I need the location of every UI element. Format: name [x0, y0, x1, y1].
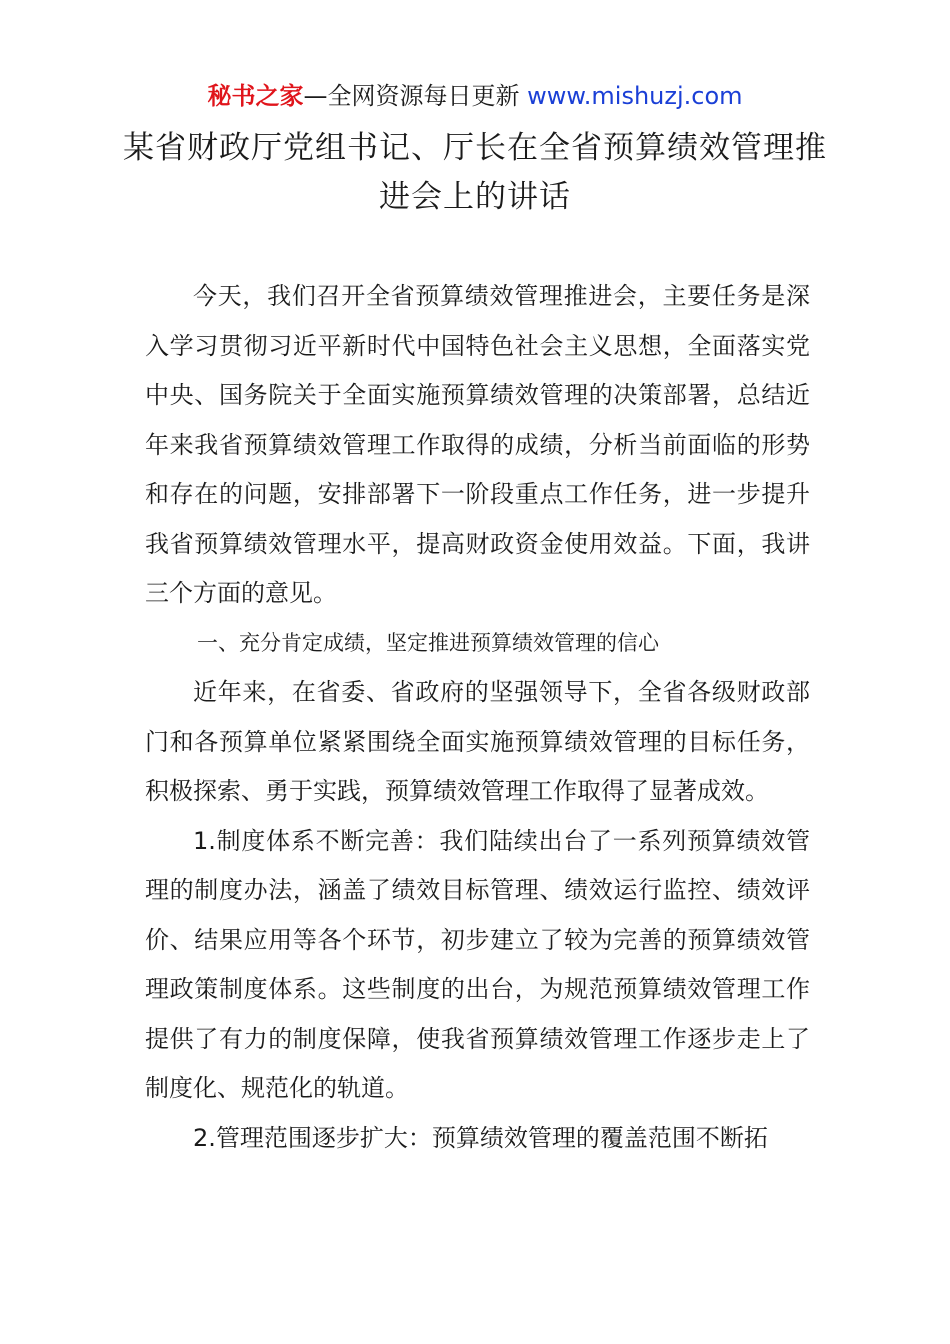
section-heading-1: 一、充分肯定成绩，坚定推进预算绩效管理的信心: [197, 630, 659, 655]
site-header: [0, 80, 950, 112]
paragraph-achievements: 近年来，在省委、省政府的坚强领导下，全省各级财政部门和各预算单位紧紧围绕全面实施预算绩效管理的目标任务，积极探索、勇于实践，预算绩效管理工作取得了显著成效。: [145, 678, 810, 805]
document-body: [145, 272, 810, 1163]
paragraph-point-2: 2.管理范围逐步扩大：预算绩效管理的覆盖范围不断拓: [193, 1123, 768, 1152]
brand-name: 秘书之家: [207, 82, 304, 110]
document-title: 某省财政厅党组书记、厅长在全省预算绩效管理推进会上的讲话: [123, 130, 827, 215]
paragraph-point-1: 1.制度体系不断完善：我们陆续出台了一系列预算绩效管理的制度办法，涵盖了绩效目标管理、绩效运行监控、绩效评价、结果应用等各个环节，初步建立了较为完善的预算绩效管理政策制度体系。这些制度的出台，为规范预算绩效管理工作提供了有力的制度保障，使我省预算绩效管理工作逐步走上了制度化、规范化的轨道。: [145, 826, 810, 1102]
site-url-link[interactable]: www.mishuzj.com: [527, 82, 743, 110]
header-tagline: —全网资源每日更新: [303, 82, 528, 110]
paragraph-intro: 今天，我们召开全省预算绩效管理推进会，主要任务是深入学习贯彻习近平新时代中国特色社会主义思想，全面落实党中央、国务院关于全面实施预算绩效管理的决策部署，总结近年来我省预算绩效管理工作取得的成绩，分析当前面临的形势和存在的问题，安排部署下一阶段重点工作任务，进一步提升我省预算绩效管理水平，提高财政资金使用效益。下面，我讲三个方面的意见。: [145, 282, 810, 607]
